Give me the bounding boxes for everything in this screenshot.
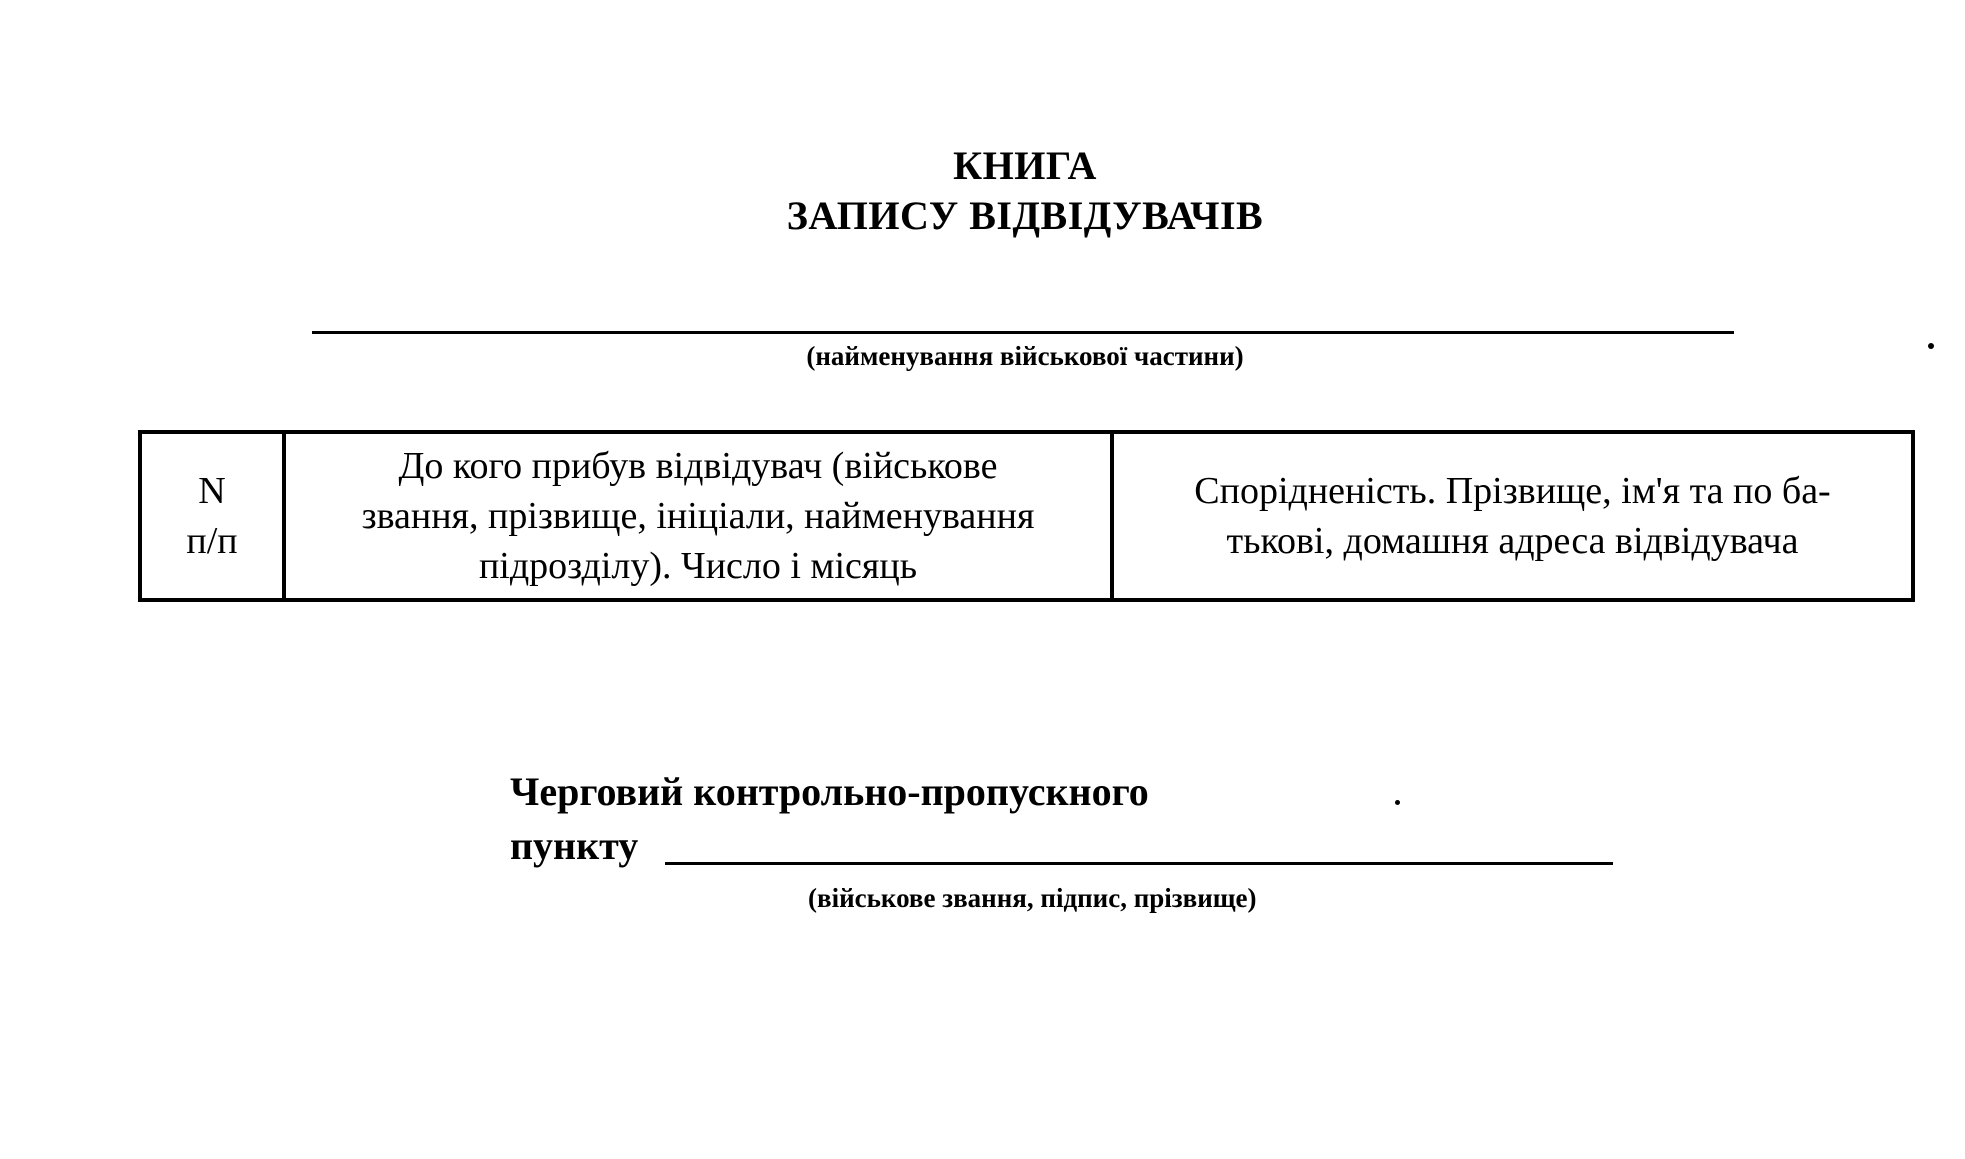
header-line: N [198,470,226,512]
header-line: тькові, домашня адреса відвідувача [1226,520,1799,562]
unit-name-blank-line [312,331,1734,334]
signature-caption: (військове звання, підпис, прізвище) [808,883,1257,913]
signature-blank-line [665,862,1613,865]
document-title: КНИГА [953,143,1097,188]
header-cell-visitor [1112,432,1913,600]
header-line: До кого прибув відвідувач (військове [398,445,998,487]
header-cell-host [284,432,1112,600]
document-subtitle: ЗАПИСУ ВІДВІДУВАЧІВ [786,193,1264,238]
stray-dot-mark [1395,800,1400,805]
header-line: звання, прізвище, ініціали, найменування [361,495,1035,537]
duty-officer-label-cont: пункту [510,823,639,868]
header-cell-number [140,432,284,600]
table-header-row [140,432,1913,600]
unit-name-caption: (найменування військової частини) [806,341,1244,371]
header-line: п/п [186,520,238,562]
header-line: Спорідненість. Прізвище, ім'я та по ба- [1194,470,1831,512]
duty-officer-label: Черговий контрольно-пропускного [510,769,1149,814]
visitor-log-table [138,430,1915,602]
header-line: підрозділу). Число і місяць [478,545,918,587]
stray-dot-mark [1928,343,1934,349]
